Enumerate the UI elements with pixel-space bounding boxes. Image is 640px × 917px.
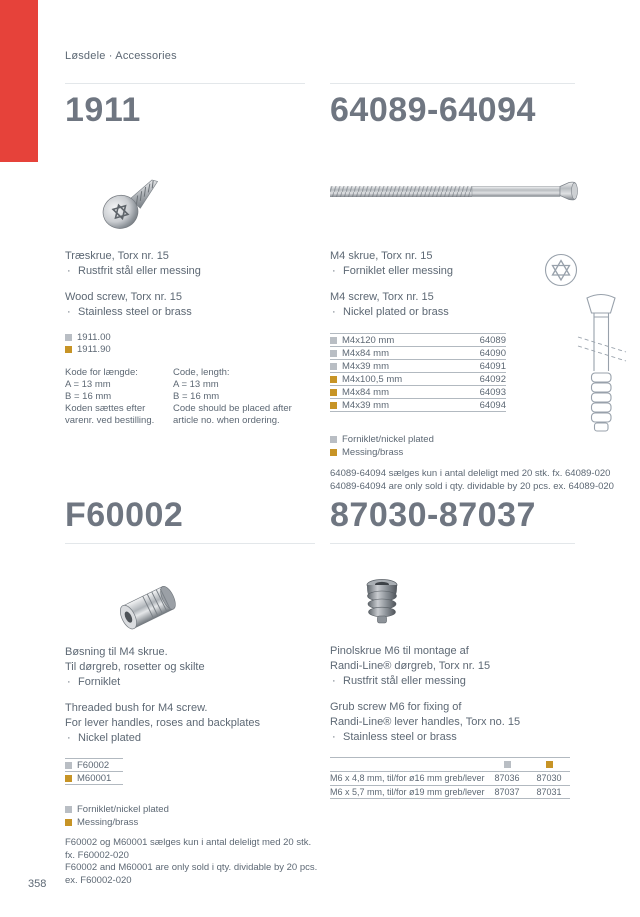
article-code: M60001 (77, 772, 112, 784)
article-code-nickel: 87036 (494, 773, 520, 784)
note-line: ex. F60002-020 (65, 874, 132, 886)
section-divider (330, 543, 575, 544)
brass-swatch-icon (330, 402, 337, 409)
section-divider (65, 83, 305, 84)
variant-codes (65, 331, 305, 355)
product-desc-da: Træskrue, Torx nr. 15 (65, 250, 169, 262)
note-en: 64089-64094 are only sold i qty. dividable by 20 pcs. ex. 64089-020 (330, 480, 614, 492)
nickel-swatch-icon (330, 436, 337, 443)
table-row (330, 785, 570, 799)
bullet-line-en (65, 305, 305, 320)
nickel-swatch-icon (330, 337, 337, 344)
table-row (65, 771, 123, 784)
screw-technical-diagram (540, 249, 640, 439)
section-title: F60002 (65, 496, 184, 534)
description-danish (65, 249, 305, 279)
bullet-marker: · (67, 732, 71, 744)
brass-swatch-icon (546, 761, 553, 768)
article-code: 64094 (479, 399, 506, 411)
product-desc-en: M4 screw, Torx nr. 15 (330, 291, 434, 303)
article-code: 64090 (479, 347, 506, 359)
product-desc-da: Randi-Line® dørgreb, Torx nr. 15 (330, 660, 491, 672)
article-code-brass: 87031 (536, 786, 562, 797)
bullet-text-da: Forniklet (78, 676, 121, 688)
description-english (65, 701, 315, 746)
table-row (330, 771, 570, 785)
section-title: 87030-87037 (330, 496, 536, 534)
code-info-line: varenr. ved bestilling. (65, 415, 155, 426)
legend-label: Forniklet/nickel plated (342, 434, 434, 445)
article-code-brass: 87030 (536, 773, 562, 784)
size-label: M4x39 mm (342, 399, 389, 411)
article-code: 64091 (479, 360, 506, 372)
table-row (330, 333, 506, 346)
article-code: 64093 (479, 386, 506, 398)
brass-swatch-icon (330, 389, 337, 396)
product-desc-da: M4 skrue, Torx nr. 15 (330, 250, 433, 262)
legend-row (65, 816, 315, 829)
section-divider (65, 543, 315, 544)
grub-screw-photo (355, 572, 409, 627)
size-label: M4x84 mm (342, 347, 389, 359)
brass-swatch-icon (330, 449, 337, 456)
breadcrumb: Løsdele · Accessories (65, 50, 177, 62)
nickel-swatch-icon (65, 806, 72, 813)
code-info-line: article no. when ordering. (173, 415, 280, 426)
bullet-marker: · (67, 306, 71, 318)
bullet-text-da: Forniklet eller messing (343, 265, 454, 277)
code-length-info (65, 367, 305, 427)
brass-swatch-icon (65, 819, 72, 826)
legend-label: Messing/brass (77, 817, 139, 828)
finish-legend (65, 803, 315, 829)
product-desc-en: Grub screw M6 for fixing of (330, 701, 462, 713)
bullet-marker: · (332, 675, 336, 687)
nickel-swatch-icon (65, 762, 72, 769)
brand-red-bar (0, 0, 38, 162)
brass-swatch-icon (65, 346, 72, 353)
nickel-swatch-icon (330, 350, 337, 357)
grub-screw-table (330, 757, 570, 799)
bullet-line-en (330, 730, 612, 745)
note-line: F60002 and M60001 are only sold i qty. dividable by 20 pcs. (65, 862, 318, 873)
code-info-line: Code, length: (173, 367, 230, 378)
table-row (330, 346, 506, 359)
table-row (65, 758, 123, 771)
code-info-line: B = 16 mm (173, 391, 220, 402)
section-bush-f60002 (65, 496, 318, 887)
bullet-marker: · (332, 265, 336, 277)
code-info-line: A = 13 mm (65, 379, 111, 390)
m4-screw-photo (330, 180, 586, 202)
code-info-line: B = 16 mm (65, 391, 112, 402)
code-info-line: Koden sættes efter (65, 403, 146, 414)
bullet-text-en: Nickel plated (78, 732, 141, 744)
legend-row (330, 446, 612, 459)
section-title: 64089-64094 (330, 91, 536, 129)
table-header-row (330, 757, 570, 771)
ordering-notes (65, 837, 318, 887)
section-wood-screw-1911 (65, 83, 305, 427)
product-desc-en: Randi-Line® lever handles, Torx no. 15 (330, 716, 521, 728)
bullet-marker: · (67, 676, 71, 688)
size-label: M6 x 4,8 mm, til/for ø16 mm greb/lever (330, 773, 485, 784)
legend-label: Messing/brass (342, 447, 404, 458)
bullet-text-da: Rustfrit stål eller messing (343, 675, 466, 687)
table-row (330, 385, 506, 398)
code-info-danish (65, 367, 173, 427)
code-info-line: A = 13 mm (173, 379, 219, 390)
brass-swatch-icon (65, 775, 72, 782)
ordering-notes (330, 468, 612, 493)
product-desc-en: Threaded bush for M4 screw. (65, 702, 208, 714)
product-desc-da: Bøsning til M4 skrue. (65, 646, 168, 658)
bullet-marker: · (332, 731, 336, 743)
m4-size-table (330, 333, 506, 412)
brass-column-header (528, 761, 570, 768)
product-desc-da: Pinolskrue M6 til montage af (330, 645, 469, 657)
section-divider (330, 83, 575, 84)
table-row (330, 359, 506, 372)
description-english (330, 700, 612, 745)
description-english (65, 290, 305, 320)
description-danish (330, 644, 612, 689)
page-number: 358 (28, 878, 47, 890)
nickel-swatch-icon (504, 761, 511, 768)
code-info-line: Code should be placed after (173, 403, 292, 414)
bullet-text-en: Stainless steel or brass (78, 306, 192, 318)
bullet-line-da (65, 675, 315, 690)
legend-row (65, 803, 315, 816)
nickel-column-header (486, 761, 528, 768)
bush-variant-table (65, 758, 123, 785)
bullet-marker: · (67, 265, 71, 277)
size-label: M6 x 5,7 mm, til/for ø19 mm greb/lever (330, 786, 485, 797)
variant-code: 1911.90 (77, 343, 111, 355)
legend-label: Forniklet/nickel plated (77, 804, 169, 815)
product-desc-da: Til dørgreb, rosetter og skilte (65, 661, 205, 673)
size-label: M4x84 mm (342, 386, 389, 398)
size-label: M4x39 mm (342, 360, 389, 372)
wood-screw-photo (93, 168, 173, 234)
size-label: M4x120 mm (342, 334, 395, 346)
variant-code: 1911.00 (77, 331, 111, 343)
note-da: 64089-64094 sælges kun i antal deleligt med 20 stk. fx. 64089-020 (330, 468, 611, 479)
section-grub-screw-87030 (330, 497, 612, 799)
description-danish (65, 645, 315, 690)
bullet-text-en: Stainless steel or brass (343, 731, 457, 743)
product-desc-en: For lever handles, roses and backplates (65, 717, 261, 729)
nickel-swatch-icon (330, 363, 337, 370)
variant-row (65, 343, 305, 355)
bullet-line-en (65, 731, 315, 746)
article-code: F60002 (77, 759, 110, 771)
code-info-english (173, 367, 303, 427)
brass-swatch-icon (330, 376, 337, 383)
size-label: M4x100,5 mm (342, 373, 403, 385)
article-code: 64089 (479, 334, 506, 346)
bullet-line-da (330, 674, 612, 689)
product-desc-en: Wood screw, Torx nr. 15 (65, 291, 182, 303)
note-line: F60002 og M60001 sælges kun i antal deleligt med 20 stk. (65, 837, 312, 848)
code-info-line: Kode for længde: (65, 367, 138, 378)
nickel-swatch-icon (65, 334, 72, 341)
note-line: fx. F60002-020 (65, 849, 129, 861)
bullet-line-da (65, 264, 305, 279)
article-code-nickel: 87037 (494, 786, 520, 797)
bullet-marker: · (332, 306, 336, 318)
table-row (330, 398, 506, 411)
threaded-bush-photo (110, 577, 186, 637)
section-title: 1911 (65, 91, 141, 129)
bullet-text-en: Nickel plated or brass (343, 306, 449, 318)
bullet-text-da: Rustfrit stål eller messing (78, 265, 201, 277)
article-code: 64092 (479, 373, 506, 385)
table-row (330, 372, 506, 385)
variant-row (65, 331, 305, 343)
